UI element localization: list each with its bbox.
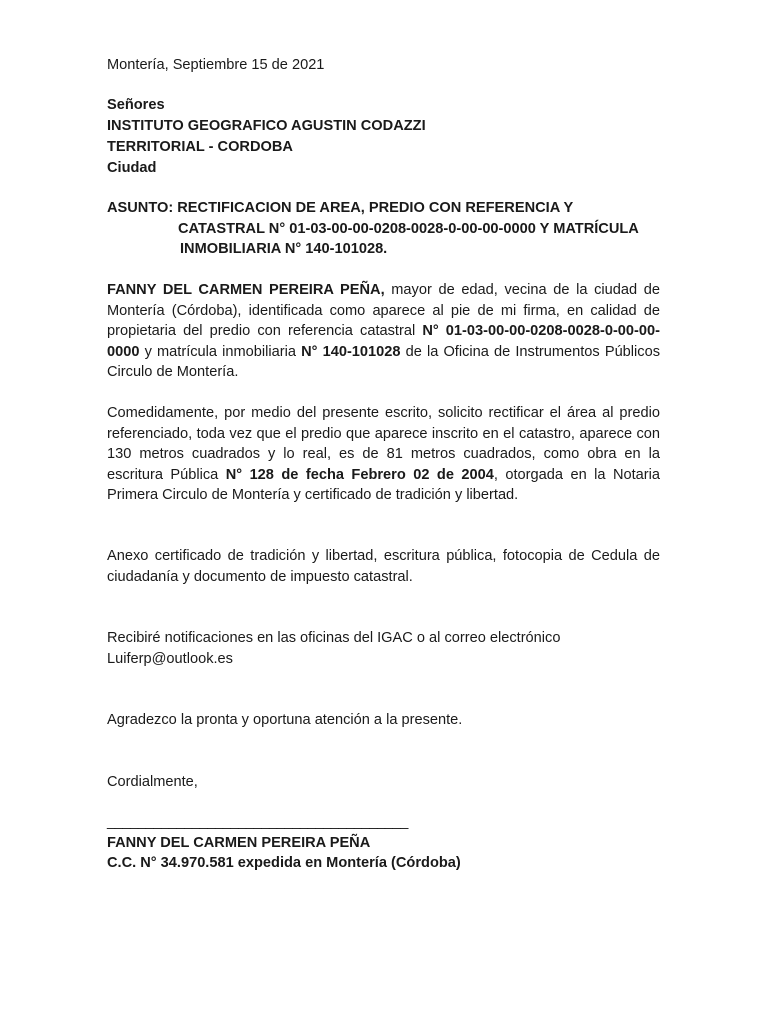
signer-name: FANNY DEL CARMEN PEREIRA PEÑA: [107, 835, 371, 851]
notification-email: Luiferp@outlook.es: [107, 651, 233, 667]
paragraph-text: Comedidamente, por medio del presente escrito, solicito rectificar el área al predio referenciado, toda vez que el predio que aparece inscrito en el catastro, aparece con 130 metros cuadrados y lo real, es de 81 metros cuadrados, como obra en la escritura Pública: [107, 405, 660, 483]
paragraph-text: de la Oficina de Instrumentos Públicos Circulo de Montería.: [107, 343, 660, 380]
signer-id: C.C. N° 34.970.581 expedida en Montería (Córdoba): [107, 855, 461, 871]
paragraph-text: y matrícula inmobiliaria: [139, 343, 302, 360]
signature-line: _______________________________________: [107, 814, 408, 830]
paragraph-thanks: Agradezco la pronta y oportuna atención a la presente.: [107, 712, 463, 728]
paragraph-text: , otorgada en la Notaria Primera Circulo de Montería y certificado de tradición y libertad.: [107, 466, 660, 503]
addressee-territorial: TERRITORIAL - CORDOBA: [107, 139, 293, 155]
paragraph-ownership: [107, 280, 660, 383]
notification-line: Recibiré notificaciones en las oficinas del IGAC o al correo electrónico: [107, 630, 561, 646]
deed-reference: N° 128 de fecha Febrero 02 de 2004: [225, 466, 494, 483]
subject-line-2: CATASTRAL N° 01-03-00-00-0208-0028-0-00-00-0000 Y MATRÍCULA: [178, 221, 639, 237]
subject-line-1: ASUNTO: RECTIFICACION DE AREA, PREDIO CON REFERENCIA Y: [107, 200, 574, 216]
subject-line-3: INMOBILIARIA N° 140-101028.: [180, 241, 388, 257]
addressee-city: Ciudad: [107, 160, 157, 176]
addressee-institution: INSTITUTO GEOGRAFICO AGUSTIN CODAZZI: [107, 118, 426, 134]
addressee-salutation: Señores: [107, 97, 165, 113]
paragraph-text: mayor de edad, vecina de la ciudad de Montería (Córdoba), identificada como aparece al pie de mi firma, en calidad de propietaria del predio con referencia catastral: [107, 282, 661, 339]
place-date: Montería, Septiembre 15 de 2021: [107, 57, 325, 73]
owner-name: FANNY DEL CARMEN PEREIRA PEÑA,: [107, 282, 385, 298]
paragraph-request: [107, 403, 660, 506]
cadastral-reference: N° 01-03-00-00-0208-0028-0-00-00-0000: [107, 323, 660, 360]
valediction: Cordialmente,: [107, 774, 198, 790]
registration-number: N° 140-101028: [301, 343, 401, 360]
paragraph-annex: Anexo certificado de tradición y libertad, escritura pública, fotocopia de Cedula de ciudadanía y documento de impuesto catastral.: [107, 548, 660, 585]
